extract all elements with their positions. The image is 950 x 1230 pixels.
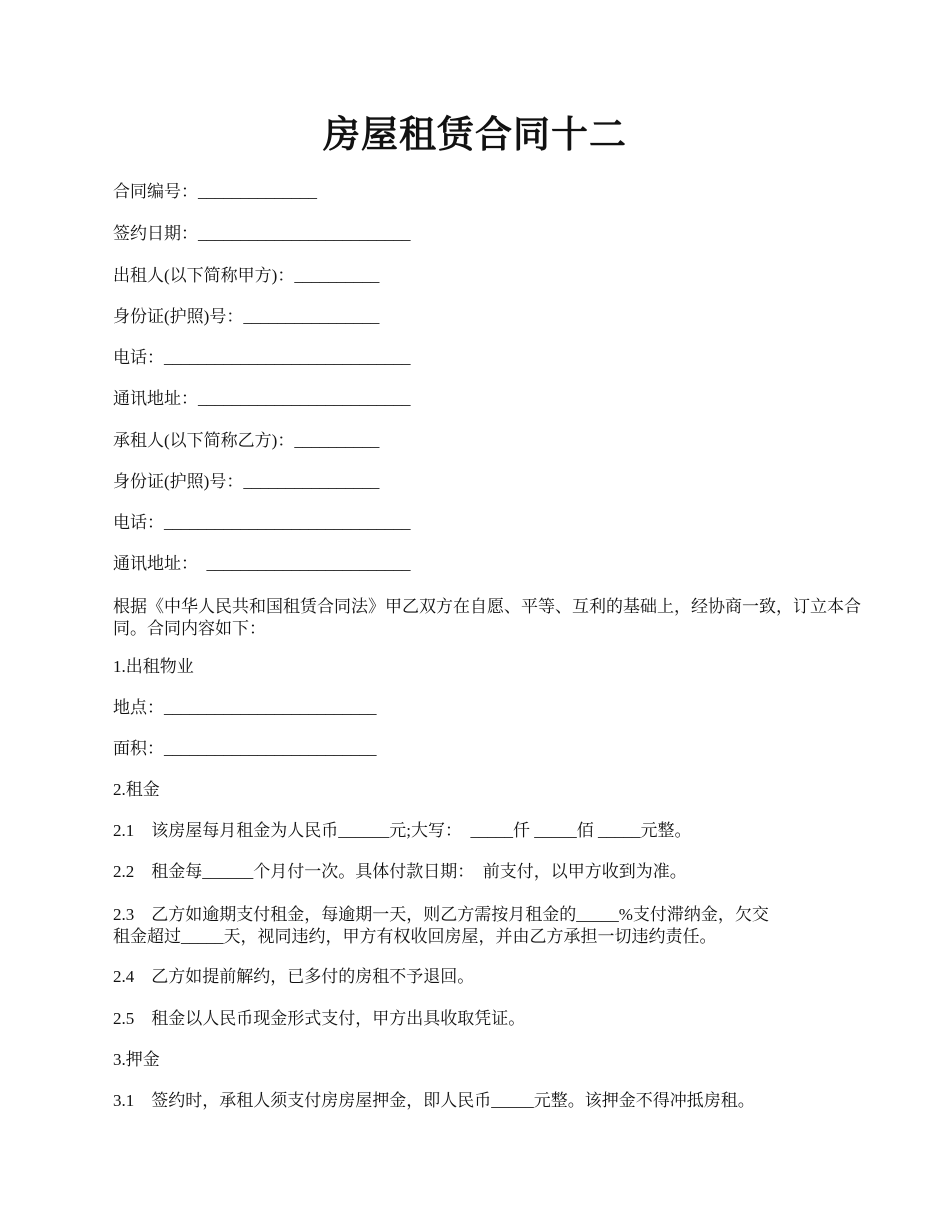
- location-line: 地点：_________________________: [113, 698, 377, 717]
- clause-2-3: 2.3 乙方如逾期支付租金，每逾期一天，则乙方需按月租金的_____%支付滞纳金，欠交 租金超过_____天，视同违约，甲方有权收回房屋，并由乙方承担一切违约责任。: [113, 905, 769, 946]
- clause-3-1: 3.1 签约时，承租人须支付房房屋押金，即人民币_____元整。该押金不得冲抵房租。: [113, 1091, 755, 1110]
- section-2-heading: 2.租金: [113, 780, 160, 799]
- lessee-address-line: 通讯地址： ________________________: [113, 554, 411, 573]
- lessee-phone-line: 电话：_____________________________: [113, 513, 411, 532]
- clause-2-5: 2.5 租金以人民币现金形式支付，甲方出具收取凭证。: [113, 1009, 526, 1028]
- lessor-address-line: 通讯地址：_________________________: [113, 389, 411, 408]
- lessee-id-line: 身份证(护照)号：________________: [113, 472, 380, 491]
- lessee-line: 承租人(以下简称乙方)：__________: [113, 431, 380, 450]
- section-3-heading: 3.押金: [113, 1050, 160, 1069]
- lessor-phone-line: 电话：_____________________________: [113, 348, 411, 367]
- clause-2-4: 2.4 乙方如提前解约，已多付的房租不予退回。: [113, 967, 475, 986]
- preamble-paragraph: 根据《中华人民共和国租赁合同法》甲乙双方在自愿、平等、互利的基础上，经协商一致，订立本合同。合同内容如下：: [113, 597, 861, 638]
- section-1-heading: 1.出租物业: [113, 657, 194, 676]
- clause-2-2: 2.2 租金每______个月付一次。具体付款日期： 前支付，以甲方收到为准。: [113, 862, 687, 881]
- clause-2-1: 2.1 该房屋每月租金为人民币______元;大写： _____仟 _____佰 _____元整。: [113, 821, 692, 840]
- lessor-line: 出租人(以下简称甲方)：__________: [113, 266, 380, 285]
- signing-date-line: 签约日期：_________________________: [113, 224, 411, 243]
- lessor-id-line: 身份证(护照)号：________________: [113, 307, 380, 326]
- document-title: 房屋租赁合同十二: [323, 115, 627, 156]
- contract-number-line: 合同编号：______________: [113, 182, 317, 201]
- area-line: 面积：_________________________: [113, 739, 377, 758]
